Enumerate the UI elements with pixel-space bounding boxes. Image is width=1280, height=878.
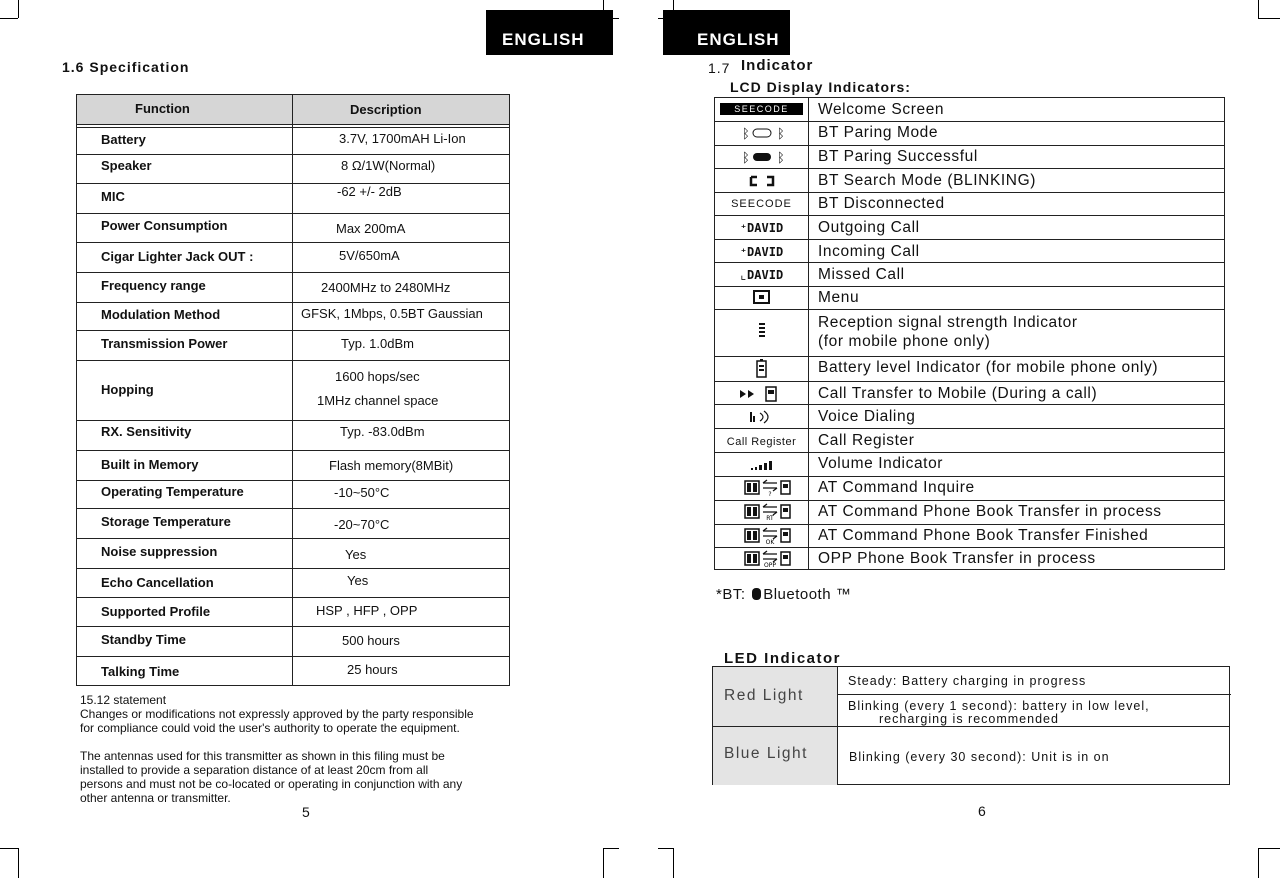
- statement-line: other antenna or transmitter.: [80, 791, 231, 805]
- at-transfer-icon: [715, 502, 808, 522]
- statement-line: installed to provide a separation distance of at least 20cm from all: [80, 763, 429, 777]
- spec-description: Flash memory(8MBit): [329, 458, 454, 473]
- spec-description: 1600 hops/sec: [335, 369, 420, 384]
- section-subtitle: LCD Display Indicators:: [730, 79, 911, 95]
- spec-function: Storage Temperature: [101, 514, 231, 529]
- indicator-label: Call Transfer to Mobile (During a call): [818, 385, 1098, 402]
- row-divider: [77, 272, 509, 273]
- indicator-label: Missed Call: [818, 266, 905, 283]
- led-indicator-table: [712, 666, 1230, 785]
- svg-text:ᛒ: ᛒ: [776, 151, 785, 166]
- at-finished-icon: [715, 526, 808, 546]
- crop-mark: [603, 848, 604, 878]
- indicator-label: Outgoing Call: [818, 219, 920, 236]
- row-divider: [715, 145, 1224, 146]
- row-divider: [715, 547, 1224, 548]
- svg-text:?: ?: [767, 491, 772, 498]
- statement-line: persons and must not be co-located or operating in conjunction with any: [80, 777, 463, 791]
- indicator-label: Welcome Screen: [818, 101, 945, 118]
- spec-description: -62 +/- 2dB: [337, 184, 402, 199]
- spec-function: Transmission Power: [101, 336, 228, 351]
- header-description: Description: [350, 102, 422, 117]
- call-transfer-icon: [715, 384, 808, 404]
- row-divider: [715, 121, 1224, 122]
- indicator-label: AT Command Phone Book Transfer Finished: [818, 527, 1149, 544]
- specification-table: [76, 94, 510, 686]
- crop-mark: [1258, 0, 1259, 18]
- row-divider: [715, 286, 1224, 287]
- row-divider: [77, 480, 509, 481]
- row-divider: [715, 500, 1224, 501]
- spec-function: Hopping: [101, 382, 154, 397]
- indicator-label: BT Disconnected: [818, 195, 945, 212]
- svg-text:RT: RT: [765, 515, 774, 522]
- red-blinking-text: recharging is recommended: [879, 712, 1059, 726]
- missed-call-icon: ⌞DAVID: [739, 268, 784, 282]
- crop-mark: [673, 848, 674, 878]
- crop-mark: [658, 848, 674, 849]
- spec-description: 3.7V, 1700mAH Li-Ion: [339, 131, 466, 146]
- bt-note-text: Bluetooth ™: [763, 586, 852, 603]
- icon-text: SEECODE: [734, 104, 789, 114]
- row-divider: [77, 154, 509, 155]
- icon-text: DAVID: [747, 221, 784, 235]
- bt-search-icon: [715, 171, 808, 191]
- indicator-label: AT Command Phone Book Transfer in process: [818, 503, 1162, 520]
- icon-text: SEECODE: [731, 198, 792, 210]
- indicator-label: (for mobile phone only): [818, 333, 991, 350]
- icon-text: DAVID: [747, 268, 784, 282]
- row-divider: [715, 524, 1224, 525]
- spec-function: Speaker: [101, 158, 152, 173]
- bluetooth-icon: [752, 588, 761, 600]
- seecode-icon: [715, 194, 808, 214]
- menu-icon: [715, 288, 808, 308]
- language-tab: ENGLISH: [663, 10, 790, 55]
- row-divider: [77, 508, 509, 509]
- row-divider: [715, 452, 1224, 453]
- spec-function: Operating Temperature: [101, 484, 244, 499]
- indicator-label: Incoming Call: [818, 243, 920, 260]
- row-divider: [77, 568, 509, 569]
- section-number: 1.7: [708, 60, 731, 76]
- row-divider: [837, 694, 1231, 695]
- page-number: 6: [978, 803, 986, 819]
- indicator-label: BT Paring Mode: [818, 124, 939, 141]
- spec-function: Talking Time: [101, 664, 180, 679]
- spec-description: 1MHz channel space: [317, 393, 439, 408]
- indicator-label: OPP Phone Book Transfer in process: [818, 550, 1096, 567]
- spec-description: Typ. 1.0dBm: [341, 336, 414, 351]
- spec-function: Battery: [101, 132, 146, 147]
- row-divider: [77, 538, 509, 539]
- svg-text:ᛒ: ᛒ: [741, 151, 750, 166]
- spec-description: 500 hours: [342, 633, 400, 648]
- header-gap: [77, 124, 509, 128]
- row-divider: [77, 302, 509, 303]
- page-number: 5: [302, 804, 310, 820]
- red-light-label: Red Light: [713, 667, 837, 727]
- crop-mark: [0, 18, 18, 19]
- spec-function: Power Consumption: [101, 218, 228, 233]
- row-divider: [715, 239, 1224, 240]
- svg-text:OPP: OPP: [763, 562, 776, 569]
- row-divider: [715, 215, 1224, 216]
- indicator-label: Battery level Indicator (for mobile phone only): [818, 359, 1159, 376]
- indicator-label: BT Paring Successful: [818, 148, 978, 165]
- bt-note: [716, 586, 851, 603]
- spec-function: Echo Cancellation: [101, 575, 214, 590]
- bt-paired-icon: [715, 147, 808, 167]
- indicator-label: AT Command Inquire: [818, 479, 975, 496]
- row-divider: [77, 597, 509, 598]
- indicator-label: Call Register: [818, 432, 915, 449]
- spec-description: GFSK, 1Mbps, 0.5BT Gaussian: [301, 306, 483, 321]
- statement-line: for compliance could void the user's authority to operate the equipment.: [80, 721, 460, 735]
- spec-function: RX. Sensitivity: [101, 424, 192, 439]
- spec-description: HSP , HFP , OPP: [316, 603, 418, 618]
- red-steady-text: Steady: Battery charging in progress: [848, 674, 1087, 688]
- spec-function: Modulation Method: [101, 307, 221, 322]
- row-divider: [77, 242, 509, 243]
- voice-dialing-icon: [715, 407, 808, 427]
- statement-line: The antennas used for this transmitter as shown in this filing must be: [80, 749, 445, 763]
- indicator-label: Reception signal strength Indicator: [818, 314, 1078, 331]
- spec-description: Yes: [347, 573, 369, 588]
- row-divider: [715, 476, 1224, 477]
- row-divider: [77, 626, 509, 627]
- svg-text:ᛒ: ᛒ: [741, 127, 750, 142]
- icon-text: DAVID: [747, 245, 784, 259]
- spec-description: 5V/650mA: [339, 248, 400, 263]
- crop-mark: [18, 0, 19, 18]
- statement-line: Changes or modifications not expressly approved by the party responsible: [80, 707, 474, 721]
- red-blinking-text: Blinking (every 1 second): battery in low level,: [848, 699, 1150, 713]
- section-title: Indicator: [741, 57, 814, 74]
- blue-light-label: Blue Light: [713, 727, 837, 785]
- bt-note-prefix: *BT:: [716, 586, 746, 603]
- row-divider: [715, 428, 1224, 429]
- blue-blinking-text: Blinking (every 30 second): Unit is in on: [849, 750, 1110, 764]
- crop-mark: [1258, 848, 1280, 849]
- row-divider: [77, 420, 509, 421]
- row-divider: [77, 213, 509, 214]
- indicator-label: Voice Dialing: [818, 408, 916, 425]
- volume-icon: [715, 454, 808, 474]
- statement-title: 15.12 statement: [80, 693, 167, 707]
- spec-function: MIC: [101, 189, 125, 204]
- spec-description: Typ. -83.0dBm: [340, 424, 425, 439]
- icon-text: Call Register: [726, 436, 797, 448]
- spec-description: Yes: [345, 547, 367, 562]
- spec-description: Max 200mA: [336, 221, 406, 236]
- spec-function: Standby Time: [101, 632, 187, 647]
- row-divider: [715, 168, 1224, 169]
- row-divider: [715, 192, 1224, 193]
- indicator-label: Menu: [818, 289, 860, 306]
- spec-description: -20~70°C: [334, 517, 390, 532]
- spec-description: 2400MHz to 2480MHz: [321, 280, 451, 295]
- row-divider: [715, 262, 1224, 263]
- spec-function: Built in Memory: [101, 457, 199, 472]
- led-title: LED Indicator: [724, 650, 842, 667]
- spec-description: 25 hours: [347, 662, 398, 677]
- spec-function: Cigar Lighter Jack OUT :: [101, 249, 254, 264]
- language-tab: ENGLISH: [486, 10, 613, 55]
- fcc-statement: [80, 693, 474, 805]
- row-divider: [77, 656, 509, 657]
- row-divider: [77, 450, 509, 451]
- spec-description: 8 Ω/1W(Normal): [341, 158, 436, 173]
- opp-transfer-icon: [715, 549, 808, 569]
- battery-icon: [715, 358, 808, 378]
- crop-mark: [1258, 18, 1280, 19]
- row-divider: [715, 404, 1224, 405]
- signal-strength-icon: [715, 309, 808, 353]
- bt-pairing-icon: [715, 123, 808, 143]
- spec-function: Supported Profile: [101, 604, 211, 619]
- row-divider: [77, 183, 509, 184]
- indicator-label: Volume Indicator: [818, 455, 944, 472]
- at-inquire-icon: [715, 478, 808, 498]
- spec-function: Frequency range: [101, 278, 206, 293]
- header-function: Function: [135, 101, 190, 116]
- incoming-call-icon: ⁺DAVID: [739, 245, 784, 259]
- svg-text:ᛒ: ᛒ: [776, 127, 785, 142]
- spec-description: -10~50°C: [334, 485, 390, 500]
- crop-mark: [1258, 848, 1259, 878]
- row-divider: [713, 726, 1229, 727]
- section-title: 1.6 Specification: [62, 59, 190, 75]
- crop-mark: [603, 848, 619, 849]
- indicator-label: BT Search Mode (BLINKING): [818, 172, 1037, 189]
- svg-text:OK: OK: [765, 539, 774, 546]
- row-divider: [715, 381, 1224, 382]
- lcd-indicator-table: [714, 97, 1225, 570]
- row-divider: [715, 356, 1224, 357]
- spec-function: Noise suppression: [101, 544, 218, 559]
- row-divider: [77, 360, 509, 361]
- crop-mark: [18, 848, 19, 878]
- seecode-inverse-icon: [715, 100, 808, 120]
- call-register-icon: [715, 431, 808, 451]
- crop-mark: [0, 848, 18, 849]
- outgoing-call-icon: ⁺DAVID: [739, 221, 784, 235]
- row-divider: [77, 330, 509, 331]
